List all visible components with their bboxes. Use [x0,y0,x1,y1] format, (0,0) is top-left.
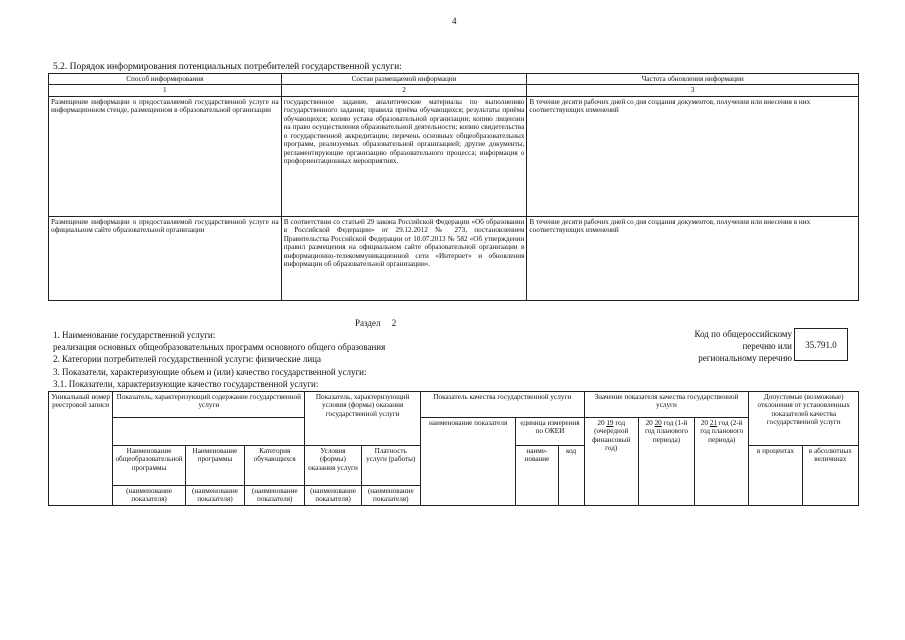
year-prefix: 20 [645,419,653,427]
column-number: 2 [281,85,527,96]
page-number: 4 [452,16,457,26]
year-suffix: год (2-й год планового периода) [700,419,744,444]
student-category-header: Категория обучающихся [245,446,305,486]
section-heading: 5.2. Порядок информирования потенциальных потребителей государственной услуги: [53,62,402,72]
sub-label: (наименование показателя) [305,486,361,506]
year-number: 21 [709,419,717,427]
program-type-header: Наименование общеобразовательной программы [113,446,186,486]
conditions-header: Показатель, характеризующий условия (формы) оказания государственной услуги [305,392,421,446]
column-number: 3 [527,85,859,96]
sub-label: (наименование показателя) [361,486,420,506]
sub-label: (наименование показателя) [185,486,244,506]
quality-table [48,391,859,506]
year-prefix: 20 [700,419,709,427]
column-header: Способ информирования [49,74,282,85]
value-header: Значение показателя качества государственной услуги [584,392,749,418]
year-number: 20 [654,419,662,427]
kod-label [695,328,792,364]
year-suffix: год (1-й год планового периода) [644,419,688,444]
quality-name-header: наименование показателя [420,418,515,506]
sub-label: (наименование показателя) [113,486,186,506]
service-name-label: 1. Наименование государственной услуги: [53,330,216,340]
column-number: 1 [49,85,282,96]
method-cell: Размещение информации о предоставляемой государственной услуге на официальном сайте образовательной организации [49,216,282,300]
unit-header: единица измерения по ОКЕИ [516,418,584,446]
year-1-header [584,418,638,506]
kod-line: Код по общероссийскому [694,329,792,339]
year-2-header [638,418,694,506]
form-header: Условия (формы) оказания услуги [305,446,361,486]
consumer-category: 2. Категории потребителей государственной услуги: физические лица [53,354,321,364]
column-header: Состав размещаемой информации [281,74,527,85]
year-suffix: год (очередной финансовый год) [592,419,631,453]
quality-indicators-heading: 3.1. Показатели, характеризующие качество государственной услуги: [53,379,319,389]
deviation-absolute-header: в абсолютных величинах [802,446,858,506]
razdel-number: 2 [391,318,397,328]
content-indicator-header: Показатель, характеризующий содержание государственной услуги [113,392,305,418]
deviation-percent-header: в процентах [749,446,802,506]
payment-header: Платность услуги (работы) [361,446,420,486]
razdel-label: Раздел [355,318,381,328]
content-cell: В соответствии со статьей 29 закона Российской Федерации «Об образовании в Российской Федерации» от 29.12.2012 № 273, постановлением Правительства Российской Федерации от 10.07.2013 № 582 «Об утверждении правил размещения на официальном сайте образовательной организации в информационно-телекоммуникационной сети «Интернет» и обновления информации об образовательной организации». [281,216,527,300]
content-spacer [113,418,305,446]
quality-indicator-header: Показатель качества государственной услуги [420,392,584,418]
kod-line: региональному перечню [698,353,792,364]
kod-value-box [794,328,848,361]
kod-value: 35.791.0 [805,339,837,350]
sub-label: (наименование показателя) [245,486,305,506]
deviation-header: Допустимые (возможные) отклонения от установленных показателей качества государственной услуги [749,392,859,446]
razdel-heading [355,318,396,328]
content-cell: государственное задание, аналитические материалы по выполнению государственного задания; правила приёма обучающихся; результаты приёма обучающихся; копию устава образовательной организации; копию лицензии на право осуществления образовательной деятельности; копию свидетельства о государственной аккредитации; перечень основных общеобразовательных программ, реализуемых образовательной организацией; другие документы, регламентирующие организацию образовательного процесса; информация о профориентационных мероприятиях. [281,96,527,216]
column-header: Частота обновления информации [527,74,859,85]
frequency-cell: В течение десяти рабочих дней со дня создания документов, получения или внесения в них соответствующих изменений [527,216,859,300]
program-name-header: Наименование программы [185,446,244,486]
year-3-header [695,418,749,506]
unit-code-header: код [558,446,584,506]
year-prefix: 20 [597,419,605,427]
unique-number-header: Уникальный номер реестровой записи [49,392,113,506]
frequency-cell: В течение десяти рабочих дней со дня создания документов, получения или внесения в них соответствующих изменений [527,96,859,216]
indicators-heading: 3. Показатели, характеризующие объем и (или) качество государственной услуги: [53,367,367,377]
year-number: 19 [606,419,614,427]
service-name-value: реализация основных общеобразовательных программ основного общего образования [53,342,386,352]
method-cell: Размещение информации о предоставляемой государственной услуге на информационном стенде, размещенном в образовательной организации [49,96,282,216]
kod-line: перечню или [742,341,792,352]
unit-name-header: наиме-нование [516,446,558,506]
informing-table [48,73,859,301]
